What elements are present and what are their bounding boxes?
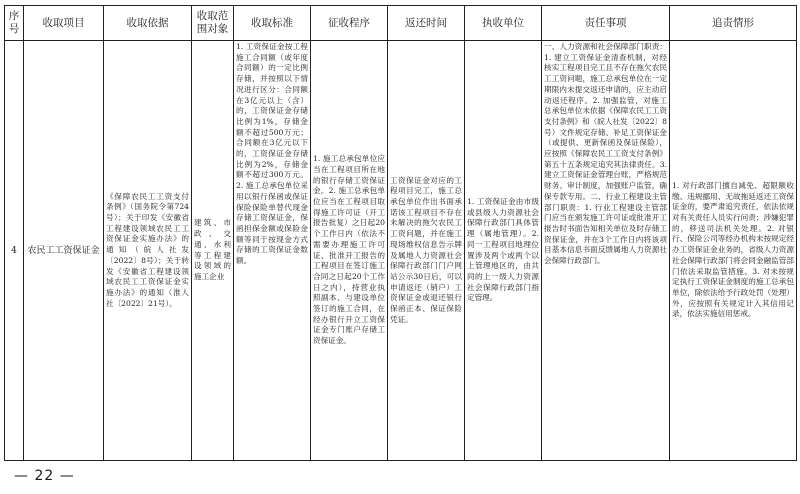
header-item: 收取项目 [24,6,104,41]
table-row [5,41,797,461]
cell-standard: 1. 工资保证金按工程施工合同额（或年度合同额）的一定比例存储，并按照以下情况进行区分：合同额在3亿元以上（含）的，工资保证金存储比例为1%，存储金额不超过500万元；合同额在3亿元以下的，工资保证金存储比例为2%，存储金额不超过300万元。2. 施工总承包单位采用以银行保函或保证保险保险单替代现金存储工资保证金，保函担保金额或保险金额等同于按现金方式存储的工资保证金数额。 [234,41,311,461]
header-duty: 责任事项 [542,6,670,41]
header-liability: 追责情形 [670,6,797,41]
header-basis: 收取依据 [104,6,192,41]
header-refund-time: 返还时间 [388,6,465,41]
header-seq: 序号 [5,6,24,41]
page-number: — 22 — [14,468,75,484]
cell-refund-time: 工资保证金对应的工程项目完工，施工总承包单位作出书面承诺该工程项目不存在未解决的拖欠农民工工资问题，并在施工现场维权信息告示牌及属地人力资源社会保障行政部门门户网站公示30日后，可以申请返还（销户）工资保证金或退还银行保函正本、保证保险凭证。 [388,41,465,461]
cell-liability: 1. 对行政部门擅自减免、超限额收缴、违规挪用、无故拖延返还工资保证金的，要严肃追究责任，依法依规对有关责任人员实行问责；涉嫌犯罪的，移送司法机关处理。2. 对银行、保险公司等经办机构未按规定经办工资保证金业务的，省级人力资源社会保障行政部门将会同金融监管部门依法采取监管措施。3. 对未按规定执行工资保证金制度的施工总承包单位，除依法给予行政处罚（处理）外，应按照有关规定计入其信用记录，依法实施信用惩戒。 [670,41,797,461]
cell-procedure: 1. 施工总承包单位应当在工程项目所在地的银行存储工资保证金。2. 施工总承包单位应当在工程项目取得施工许可证（开工报告批复）之日起20个工作日内（依法不需要办理施工许可证、批准开工报告的工程项目在签订施工合同之日起20个工作日之内），持营业执照副本、与建设单位签订的施工合同，在经办银行开立工资保证金专门账户存储工资保证金。 [311,41,388,461]
fee-table [4,5,797,461]
cell-duty: 一、人力资源和社会保障部门职责：1. 建立工资保证金清查机制，对经核实工程项目完工且不存在拖欠农民工工资问题，施工总承包单位在一定期限内未提交返还申请的，应主动启动返还程序。2. 加强监管，对施工总承包单位未依据《保障农民工工资支付条例》和（皖人社发〔2022〕8号）文件规定存储、补足工资保证金（或提供、更新保函及保证保险），应按照《保障农民工工资支付条例》第五十五条规定追究其法律责任。3. 建立工资保证金管理台账，严格规范财务、审计制度，加强账户监管，确保专款专用。二、行业工程建设主管部门职责：1. 行业工程建设主管部门应当在颁发施工许可证或批准开工报告时书面告知相关单位及时存储工资保证金，并在3个工作日内将该项目基本信息书面反馈属地人力资源社会保障行政部门。 [542,41,670,461]
header-row [5,6,797,41]
header-procedure: 征收程序 [311,6,388,41]
cell-seq: 4 [5,41,24,461]
header-standard: 收取标准 [234,6,311,41]
cell-unit: 1. 工资保证金由市级或县级人力资源社会保障行政部门具体管理（属地管理）。2. 同一工程项目地理位置涉及两个或两个以上管理地区的，由共同的上一级人力资源社会保障行政部门指定管理。 [465,41,542,461]
cell-basis: 《保障农民工工资支付条例》（国务院令第724号）；关于印发《安徽省工程建设领域农民工工资保证金实施办法》的通知（皖人社发〔2022〕8号）；关于转发《安徽省工程建设领域农民工工资保证金实施办法》的通知（淮人社〔2022〕21号）。 [104,41,192,461]
cell-item: 农民工工资保证金 [24,41,104,461]
header-scope: 收取范围对象 [192,6,234,41]
header-unit: 执收单位 [465,6,542,41]
cell-scope: 建筑、市政、交通、水利等工程建设领域的施工企业 [192,41,234,461]
